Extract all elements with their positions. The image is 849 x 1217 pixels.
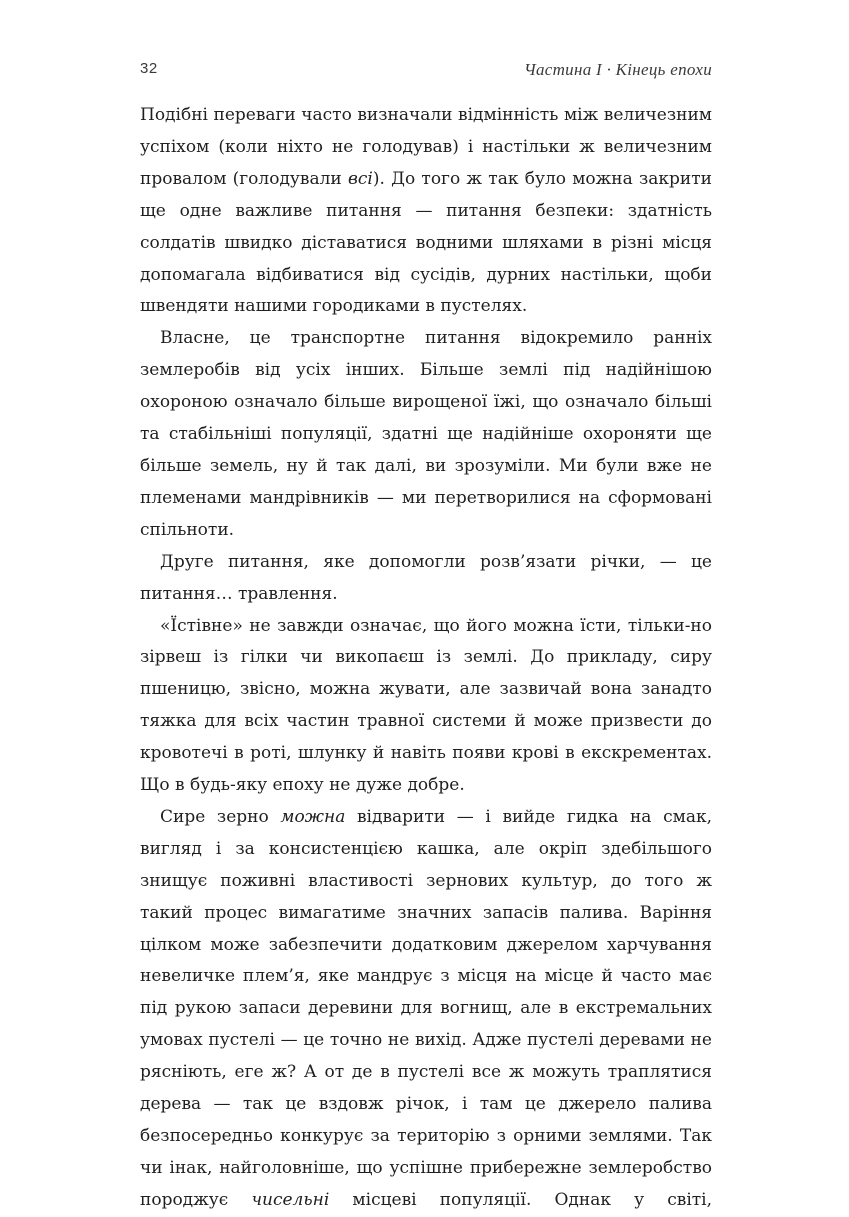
italic-text-run: можна bbox=[280, 806, 346, 827]
italic-text-run: всі bbox=[348, 168, 373, 189]
body-text bbox=[140, 100, 712, 1217]
paragraph bbox=[140, 611, 712, 802]
running-header bbox=[140, 60, 712, 86]
text-run: Друге питання, яке допомогли розв’язати річки, — це питання… травлення. bbox=[140, 551, 712, 604]
text-run: Власне, це транспортне питання відокремило ранніх землеробів від усіх інших. Більше землі під надійнішою охороною означало більше вирощеної їжі, що означало більші та стабільніші популяції, здатні ще надійніше охороняти ще більше земель, ну й так далі, ви зрозуміли. Ми були вже не племенами мандрівників — ми перетворилися на сформовані спільноти. bbox=[140, 328, 712, 540]
paragraph bbox=[140, 547, 712, 611]
paragraph bbox=[140, 802, 712, 1217]
italic-text-run: чисельні bbox=[251, 1189, 330, 1210]
paragraph bbox=[140, 100, 712, 323]
text-run: Подібні переваги часто визначали відмінність між величезним успіхом (коли ніхто не голодував) і настільки ж величезним провалом (голодували bbox=[140, 105, 712, 189]
section-title: Частина I · Кінець епохи bbox=[523, 60, 712, 79]
text-run: ). До того ж так було можна закрити ще одне важливе питання — питання безпеки: здатність солдатів швидко діставатися водними шляхами в різні місця допомагала відбиватися від сусідів, дурних настільки, щоби швендяти нашими городиками в пустелях. bbox=[140, 168, 712, 317]
page-number: 32 bbox=[140, 60, 158, 77]
paragraph bbox=[140, 323, 712, 546]
text-run: Сире зерно bbox=[160, 806, 281, 827]
text-run: «Їстівне» не завжди означає, що його можна їсти, тільки-но зірвеш із гілки чи викопаєш із землі. До прикладу, сиру пшеницю, звісно, можна жувати, але зазвичай вона занадто тяжка для всіх частин травної системи й може призвести до кровотечі в роті, шлунку й навіть появи крові в екскрементах. Що в будь-яку епоху не дуже добре. bbox=[140, 615, 712, 796]
text-run: місцеві популяції. Однак у світі, bbox=[329, 1189, 713, 1210]
text-run: відварити — і вийде гидка на смак, вигляд і за консистенцією кашка, але окріп здебільшого знищує поживні властивості зернових культур, до того ж такий процес вимагатиме значних запасів палива. Варіння цілком може забезпечити додатковим джерелом харчування невеличке плем’я, яке мандрує з місця на місце й часто має під рукою запаси деревини для вогнищ, але в екстремальних умовах пустелі — це точно не вихід. Адже пустелі деревами не рясніють, еге ж? А от де в пустелі все ж можуть траплятися дерева — так це вздовж річок, і там це джерело палива безпосередньо конкурує за територію з орними землями. Так чи інак, найголовніше, що успішне прибережне землеробство породжує bbox=[140, 806, 712, 1210]
